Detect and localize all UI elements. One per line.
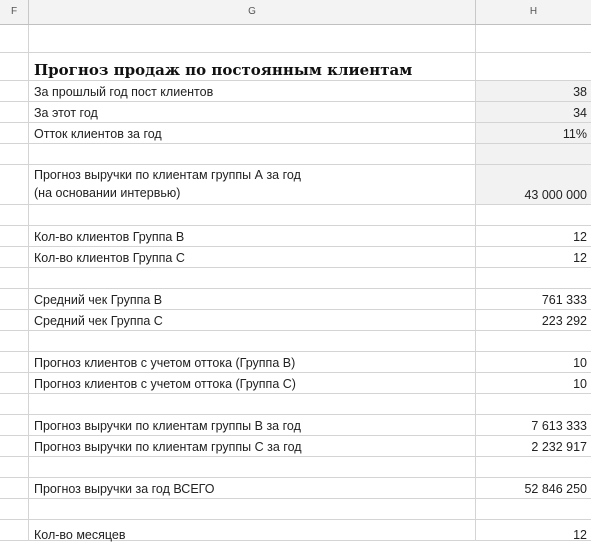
row-value: 52 846 250	[524, 482, 587, 496]
row-label: Прогноз выручки за год ВСЕГО	[34, 482, 215, 496]
row-value: 12	[573, 528, 587, 542]
label-cell[interactable]	[29, 478, 476, 498]
cell[interactable]	[0, 144, 29, 164]
cell[interactable]	[0, 25, 29, 52]
row-label-line1: Прогноз выручки по клиентам группы А за год	[34, 168, 301, 182]
label-cell[interactable]	[29, 520, 476, 540]
cell[interactable]	[0, 310, 29, 330]
row-label: Кол-во клиентов Группа С	[34, 251, 185, 265]
cell[interactable]	[29, 394, 476, 414]
row-value: 7 613 333	[531, 419, 587, 433]
table-row	[0, 436, 591, 457]
table-row	[0, 226, 591, 247]
label-cell[interactable]	[29, 226, 476, 246]
cell[interactable]	[0, 373, 29, 393]
column-header-bar	[0, 0, 591, 25]
cell[interactable]	[0, 81, 29, 101]
label-cell[interactable]	[29, 310, 476, 330]
cell[interactable]	[0, 499, 29, 519]
cell[interactable]	[0, 247, 29, 267]
cell[interactable]	[476, 331, 591, 351]
label-cell[interactable]	[29, 165, 476, 204]
value-cell[interactable]	[476, 436, 591, 456]
table-row	[0, 25, 591, 53]
label-cell[interactable]	[29, 247, 476, 267]
column-header-f[interactable]: F	[0, 0, 29, 24]
cell[interactable]	[476, 205, 591, 225]
column-header-h[interactable]: H	[529, 6, 538, 17]
value-cell[interactable]	[476, 520, 591, 540]
label-cell[interactable]	[29, 123, 476, 143]
cell[interactable]	[29, 144, 476, 164]
table-row	[0, 53, 591, 81]
table-row	[0, 205, 591, 226]
cell[interactable]	[29, 25, 476, 52]
table-row	[0, 102, 591, 123]
value-cell[interactable]	[476, 247, 591, 267]
cell[interactable]	[476, 394, 591, 414]
row-label: Прогноз клиентов с учетом оттока (Группа В)	[34, 356, 296, 370]
label-cell[interactable]	[29, 81, 476, 101]
cell[interactable]	[476, 457, 591, 477]
cell[interactable]	[0, 268, 29, 288]
cell[interactable]	[0, 165, 29, 204]
row-label: Средний чек Группа В	[34, 293, 163, 307]
row-label: Кол-во клиентов Группа В	[34, 230, 185, 244]
column-header-g[interactable]: G	[29, 0, 476, 24]
label-cell[interactable]	[29, 415, 476, 435]
cell[interactable]	[0, 205, 29, 225]
cell[interactable]	[0, 394, 29, 414]
value-cell[interactable]	[476, 373, 591, 393]
cell[interactable]	[476, 25, 591, 52]
value-cell[interactable]	[476, 289, 591, 309]
row-label: Прогноз клиентов с учетом оттока (Группа С)	[34, 377, 296, 391]
cell[interactable]	[29, 205, 476, 225]
table-row	[0, 123, 591, 144]
cell[interactable]	[0, 289, 29, 309]
value-cell[interactable]	[476, 102, 591, 122]
label-cell[interactable]	[29, 436, 476, 456]
table-row	[0, 331, 591, 352]
cell[interactable]	[0, 478, 29, 498]
table-row	[0, 457, 591, 478]
row-value: 10	[573, 377, 587, 391]
row-label: Прогноз выручки по клиентам группы В за год	[34, 419, 301, 433]
label-cell[interactable]	[29, 352, 476, 372]
cell[interactable]	[0, 457, 29, 477]
table-row	[0, 81, 591, 102]
row-label: За этот год	[34, 106, 98, 120]
value-cell[interactable]	[476, 415, 591, 435]
label-cell[interactable]	[29, 102, 476, 122]
row-value: 43 000 000	[524, 188, 587, 202]
row-value: 10	[573, 356, 587, 370]
cell[interactable]	[0, 102, 29, 122]
value-cell[interactable]	[476, 165, 591, 204]
label-cell[interactable]	[29, 289, 476, 309]
cell[interactable]	[476, 144, 591, 164]
value-cell[interactable]	[476, 352, 591, 372]
cell[interactable]	[476, 268, 591, 288]
table-row	[0, 415, 591, 436]
row-value: 34	[573, 106, 587, 120]
row-value: 223 292	[541, 314, 587, 328]
cell[interactable]	[0, 352, 29, 372]
cell[interactable]	[0, 415, 29, 435]
cell[interactable]	[29, 331, 476, 351]
cell[interactable]	[0, 53, 29, 80]
row-value: 2 232 917	[531, 440, 587, 454]
value-cell[interactable]	[476, 226, 591, 246]
row-value: 761 333	[541, 293, 587, 307]
value-cell[interactable]	[476, 478, 591, 498]
table-row	[0, 499, 591, 520]
cell[interactable]	[29, 457, 476, 477]
row-label: Прогноз выручки по клиентам группы С за год	[34, 440, 302, 454]
table-row	[0, 520, 591, 541]
row-label: За прошлый год пост клиентов	[34, 85, 214, 99]
row-label: Кол-во месяцев	[34, 528, 126, 542]
row-value: 12	[573, 230, 587, 244]
cell[interactable]	[476, 499, 591, 519]
table-row	[0, 373, 591, 394]
cell[interactable]	[29, 268, 476, 288]
table-row	[0, 247, 591, 268]
table-row	[0, 394, 591, 415]
table-row	[0, 478, 591, 499]
table-row	[0, 352, 591, 373]
row-label-line2: (на основании интервью)	[34, 186, 181, 200]
cell[interactable]	[0, 331, 29, 351]
table-row	[0, 289, 591, 310]
row-value: 11%	[562, 127, 587, 141]
row-label: Средний чек Группа С	[34, 314, 163, 328]
table-row	[0, 144, 591, 165]
title-cell[interactable]	[29, 53, 476, 80]
table-row	[0, 268, 591, 289]
cell[interactable]	[476, 53, 591, 80]
cell[interactable]	[0, 520, 29, 540]
row-value: 38	[573, 85, 587, 99]
cell-grid	[0, 25, 591, 541]
table-row	[0, 310, 591, 331]
sheet-title: Прогноз продаж по постоянным клиентам	[34, 61, 413, 79]
value-cell[interactable]	[476, 81, 591, 101]
cell[interactable]	[29, 499, 476, 519]
row-label: Отток клиентов за год	[34, 127, 162, 141]
cell[interactable]	[0, 436, 29, 456]
label-cell[interactable]	[29, 373, 476, 393]
cell[interactable]	[0, 123, 29, 143]
cell[interactable]	[0, 226, 29, 246]
row-value: 12	[573, 251, 587, 265]
value-cell[interactable]	[476, 310, 591, 330]
value-cell[interactable]	[476, 123, 591, 143]
table-row	[0, 165, 591, 205]
